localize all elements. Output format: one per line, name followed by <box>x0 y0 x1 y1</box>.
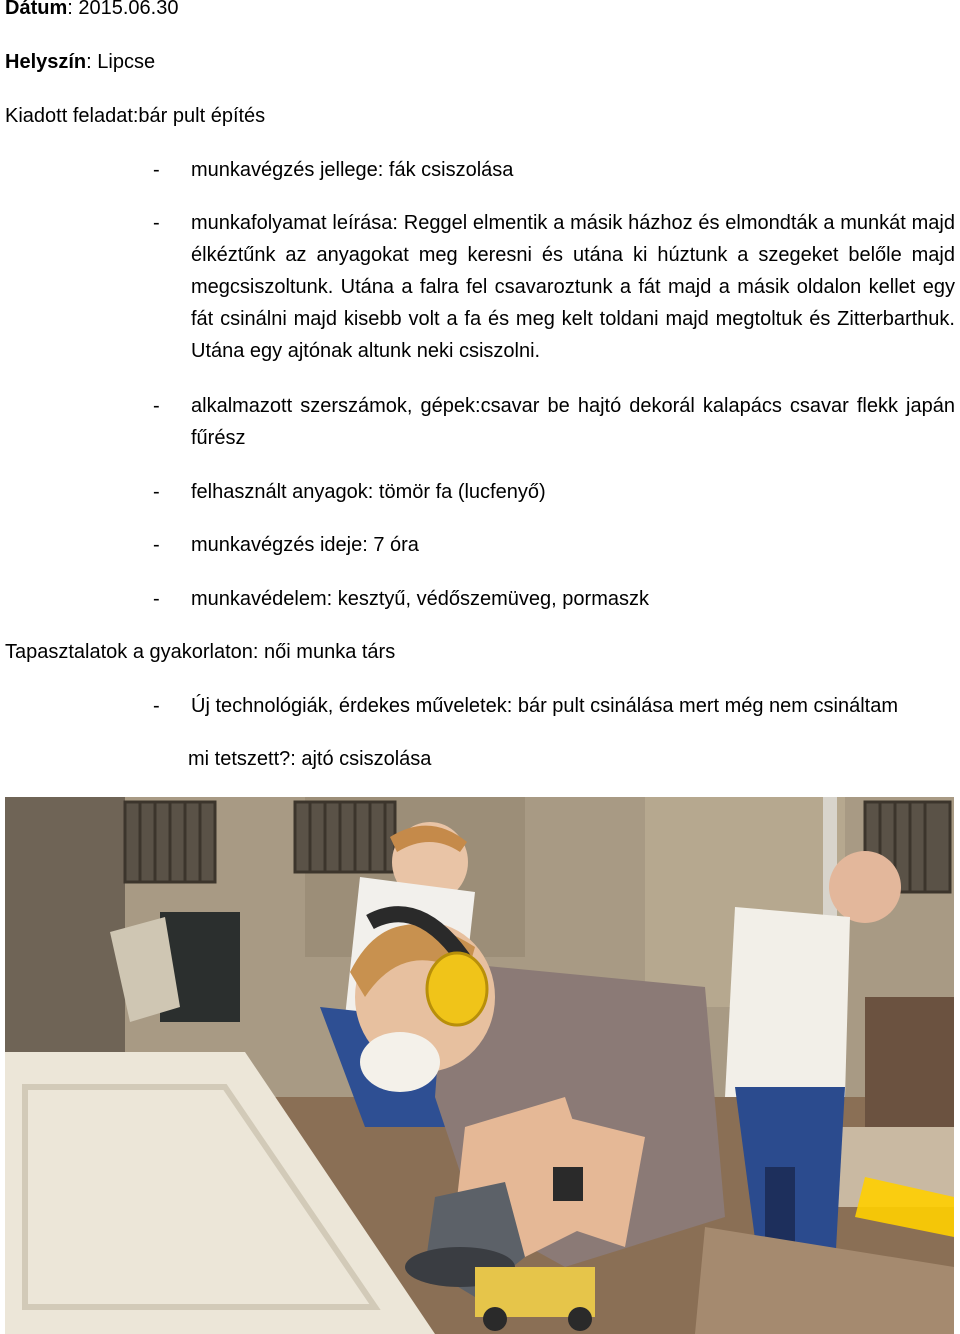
task-line: Kiadott feladat:bár pult építés <box>5 105 266 127</box>
new-tech-line: Új technológiák, érdekes műveletek: bár pult csinálása mert még nem csináltam <box>191 695 898 717</box>
bullet-dash: - <box>153 695 160 717</box>
bullet-tools: alkalmazott szerszámok, gépek:csavar be hajtó dekorál kalapács csavar flekk japán fűrész <box>191 395 955 449</box>
place-value: : Lipcse <box>86 51 156 73</box>
workshop-photo <box>5 797 954 1334</box>
experience-heading: Tapasztalatok a gyakorlaton: női munka társ <box>5 641 396 663</box>
bullet-nature: munkavégzés jellege: fák csiszolása <box>191 159 514 181</box>
bullet-safety: munkavédelem: kesztyű, védőszemüveg, pormaszk <box>191 588 649 610</box>
bullet-materials: felhasznált anyagok: tömör fa (lucfenyő) <box>191 481 546 503</box>
bullet-duration: munkavégzés ideje: 7 óra <box>191 534 419 556</box>
date-label: Dátum <box>5 0 68 19</box>
place-label: Helyszín <box>5 51 87 73</box>
place-line <box>5 46 155 78</box>
bullet-dash: - <box>153 212 160 234</box>
bullet-dash: - <box>153 395 160 417</box>
bullet-dash: - <box>153 588 160 610</box>
liked-line: mi tetszett?: ajtó csiszolása <box>188 748 432 770</box>
bullet-dash: - <box>153 481 160 503</box>
bullet-dash: - <box>153 159 160 181</box>
bullet-dash: - <box>153 534 160 556</box>
bullet-process: munkafolyamat leírása: Reggel elmentik a másik házhoz és elmondták a munkát majd élkéztűnk az anyagokat meg keresni és utána ki húztunk a szegeket belőle majd megcsiszoltunk. Utána a falra fel csavaroztunk a fát majd a másik oldalon kellet egy fát csinálni majd kisebb volt a fa és meg kelt toldani majd megtoltuk és Zitterbarthuk. Utána egy ajtónak altunk neki csiszolni. <box>191 212 955 362</box>
date-value: : 2015.06.30 <box>67 0 179 19</box>
date-line <box>5 0 178 24</box>
